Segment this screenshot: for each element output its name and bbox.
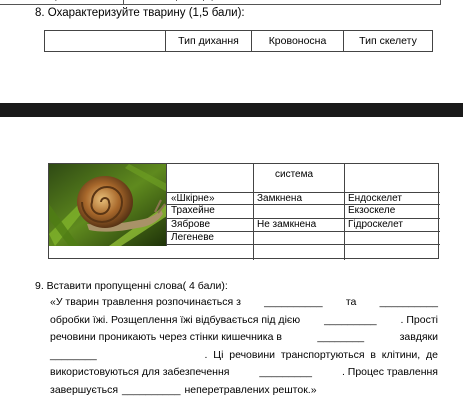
breathing-option: Зяброве (171, 219, 211, 230)
text-span: . Процес травлення (341, 366, 438, 379)
text-span: завершується (50, 383, 119, 396)
grid-line (344, 164, 345, 260)
paragraph-line (50, 329, 438, 347)
skeleton-option: Ендоскелет (348, 193, 402, 204)
skeleton-option: Екзоскеле (348, 205, 396, 216)
blank-field[interactable]: _________ (324, 313, 377, 326)
text-span: завдяки (399, 331, 438, 344)
paragraph-line (50, 382, 438, 400)
breathing-option: «Шкірне» (171, 193, 215, 204)
fill-in-paragraph (50, 294, 438, 400)
header-breathing: Тип дихання (165, 31, 251, 51)
grid-line (253, 164, 254, 260)
header-circulation: Кровоносна (251, 31, 343, 51)
characteristics-table (44, 30, 433, 52)
blank-field[interactable]: ________ (50, 348, 97, 361)
blank-field[interactable]: _________ (259, 366, 312, 379)
question-9-title: 9. Вставити пропущенні слова( 4 бали): (35, 280, 228, 292)
text-span: обробки їжі. Розщеплення їжі відбувається під дією (50, 313, 301, 326)
previous-table-fragment (0, 0, 440, 5)
text-span: речовини проникають через стінки кишечника в (50, 331, 282, 344)
circulation-option: Не замкнена (257, 219, 317, 230)
text-span: . Ці речовини транспортуються в клітини, де (204, 348, 438, 361)
fragment-cell-right (140, 0, 218, 1)
grid-line (167, 244, 440, 245)
text-span: неперетравлених решток.» (184, 383, 317, 396)
paragraph-line (50, 364, 438, 382)
blank-field[interactable]: ________ (317, 331, 365, 344)
breathing-option: Трахейне (171, 205, 215, 216)
options-table (48, 163, 439, 259)
header-system: система (275, 169, 314, 180)
fragment-divider (123, 0, 124, 5)
question-8-title: 8. Охарактеризуйте тварину (1,5 бали): (35, 7, 245, 19)
paragraph-line (50, 312, 438, 330)
text-span: . Прості (400, 313, 438, 326)
skeleton-option: Гідроскелет (348, 219, 403, 230)
paragraph-line (50, 347, 438, 365)
blank-field[interactable]: __________ (379, 296, 438, 308)
paragraph-line (50, 294, 438, 312)
text-span: використовуються для забезпечення (50, 366, 230, 379)
header-skeleton: Тип скелету (343, 31, 432, 51)
circulation-option: Замкнена (257, 193, 303, 204)
text-span: та (345, 296, 357, 308)
blank-field[interactable]: __________ (264, 296, 323, 308)
snail-photo (49, 164, 167, 246)
fragment-cell-left (50, 0, 89, 1)
blank-field[interactable]: __________ (122, 383, 181, 396)
page-separator-band (0, 103, 463, 117)
fragment-divider (440, 0, 441, 5)
breathing-option: Легеневе (171, 232, 214, 243)
text-span: «У тварин травлення розпочинається з (50, 296, 241, 308)
